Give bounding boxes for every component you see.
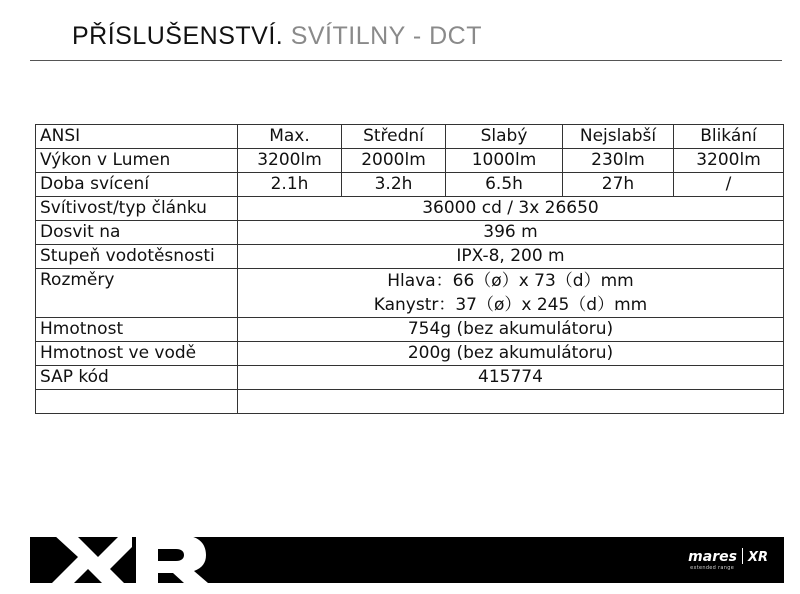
header-cell-lowest: Nejslabší bbox=[563, 125, 674, 149]
table-header-row bbox=[36, 125, 784, 149]
table-cell: / bbox=[674, 173, 784, 197]
table-cell: 2.1h bbox=[238, 173, 342, 197]
dimension-line-head: Hlava：66（ø）x 73（d）mm bbox=[387, 271, 634, 291]
table-cell: 396 m bbox=[238, 221, 784, 245]
row-label: Rozměry bbox=[36, 269, 238, 318]
row-label: Dosvit na bbox=[36, 221, 238, 245]
row-label: Výkon v Lumen bbox=[36, 149, 238, 173]
page-title-sub: SVÍTILNY - DCT bbox=[290, 22, 482, 50]
table-cell: 200g (bez akumulátoru) bbox=[238, 342, 784, 366]
footer-band bbox=[30, 537, 784, 583]
title-divider bbox=[30, 60, 782, 61]
row-label: Svítivost/typ článku bbox=[36, 197, 238, 221]
brand-separator bbox=[742, 548, 743, 564]
table-cell-dimensions bbox=[238, 269, 784, 318]
table-cell: IPX-8, 200 m bbox=[238, 245, 784, 269]
table-row bbox=[36, 269, 784, 318]
table-cell: 3200lm bbox=[238, 149, 342, 173]
header-cell-medium: Střední bbox=[342, 125, 446, 149]
spec-table bbox=[35, 124, 784, 414]
table-row bbox=[36, 390, 784, 414]
table-cell: 1000lm bbox=[446, 149, 563, 173]
table-row bbox=[36, 197, 784, 221]
header-cell-flash: Blikání bbox=[674, 125, 784, 149]
row-label: Doba svícení bbox=[36, 173, 238, 197]
table-cell bbox=[238, 390, 784, 414]
table-cell: 754g (bez akumulátoru) bbox=[238, 318, 784, 342]
row-label: SAP kód bbox=[36, 366, 238, 390]
row-label: Stupeň vodotěsnosti bbox=[36, 245, 238, 269]
table-row bbox=[36, 221, 784, 245]
table-row bbox=[36, 149, 784, 173]
page-title bbox=[72, 22, 482, 51]
table-cell: 27h bbox=[563, 173, 674, 197]
table-row bbox=[36, 173, 784, 197]
table-cell: 415774 bbox=[238, 366, 784, 390]
table-row bbox=[36, 245, 784, 269]
table-cell: 3200lm bbox=[674, 149, 784, 173]
brand-name: mares bbox=[688, 549, 737, 565]
table-cell: 2000lm bbox=[342, 149, 446, 173]
header-cell-low: Slabý bbox=[446, 125, 563, 149]
table-cell: 230lm bbox=[563, 149, 674, 173]
mares-brand bbox=[688, 546, 768, 571]
brand-xr: XR bbox=[747, 550, 768, 565]
row-label: Hmotnost ve vodě bbox=[36, 342, 238, 366]
brand-tagline: extended range bbox=[690, 565, 735, 571]
header-cell-ansi: ANSI bbox=[36, 125, 238, 149]
xr-logo-icon bbox=[52, 535, 212, 583]
row-label bbox=[36, 390, 238, 414]
table-cell: 3.2h bbox=[342, 173, 446, 197]
table-row bbox=[36, 342, 784, 366]
row-label: Hmotnost bbox=[36, 318, 238, 342]
dimension-line-canister: Kanystr：37（ø）x 245（d）mm bbox=[373, 295, 648, 315]
table-cell: 36000 cd / 3x 26650 bbox=[238, 197, 784, 221]
table-cell: 6.5h bbox=[446, 173, 563, 197]
table-row bbox=[36, 366, 784, 390]
page-title-main: PŘÍSLUŠENSTVÍ. bbox=[72, 22, 284, 50]
table-row bbox=[36, 318, 784, 342]
header-cell-max: Max. bbox=[238, 125, 342, 149]
